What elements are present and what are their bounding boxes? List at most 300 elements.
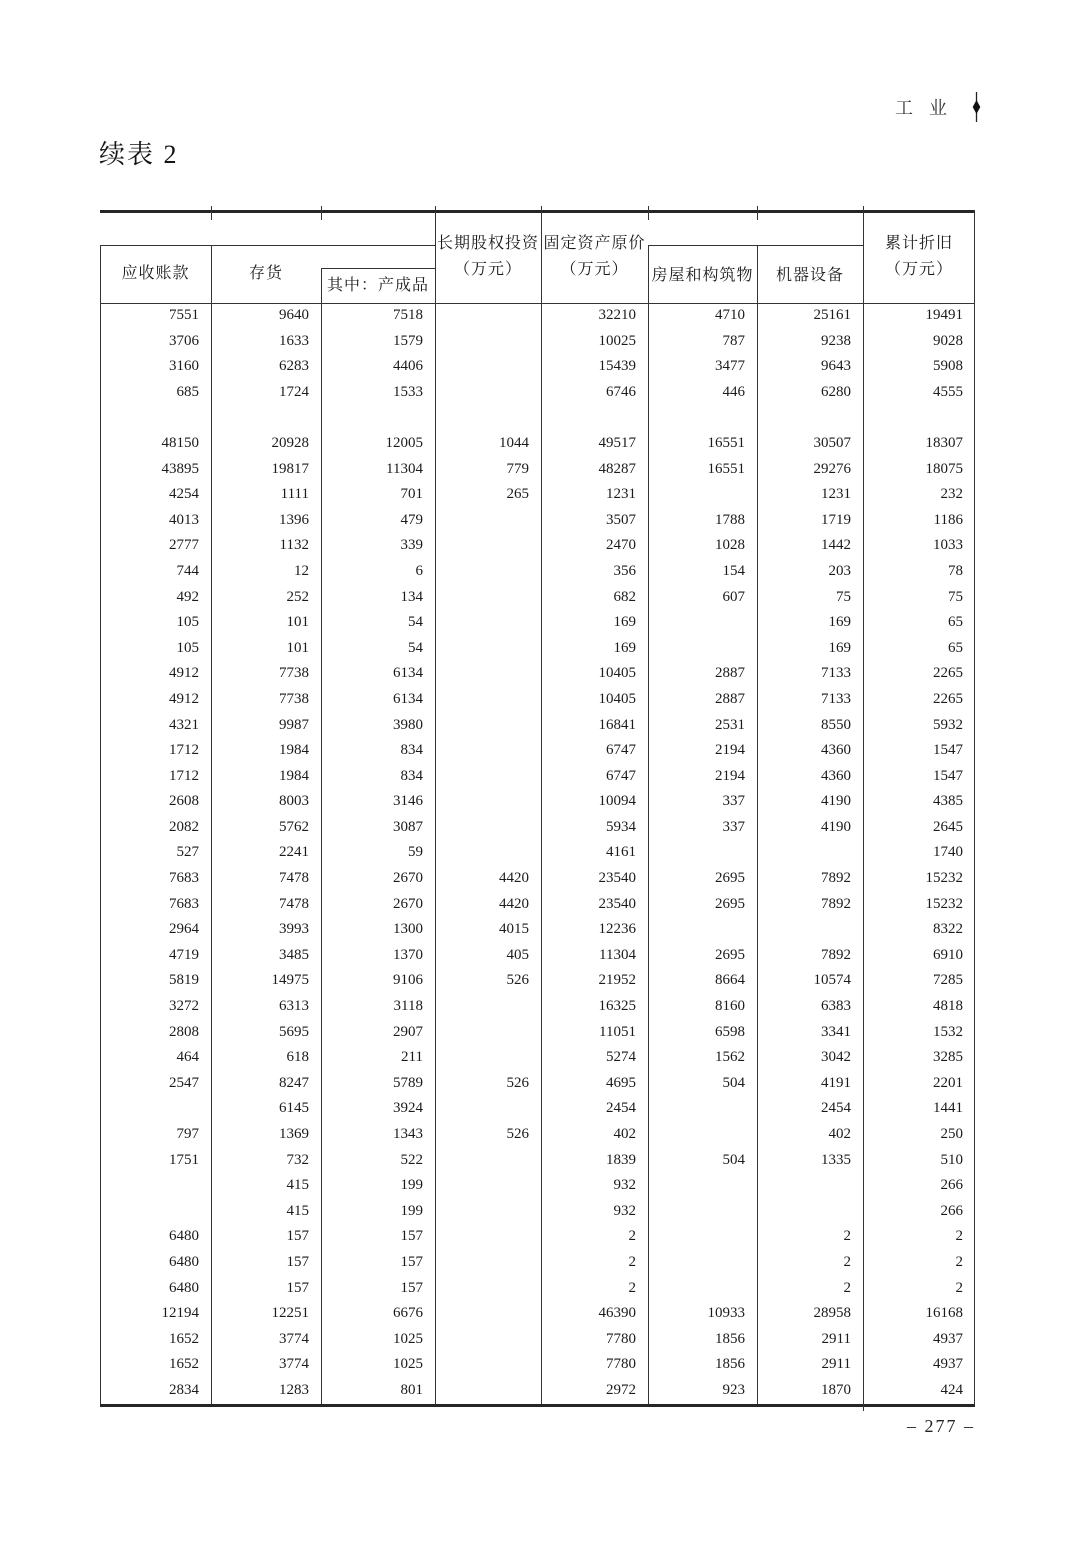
- table-cell: 18307: [925, 434, 963, 451]
- table-cell: 43895: [161, 460, 199, 477]
- table-cell: 607: [722, 588, 745, 605]
- table-row: [100, 559, 975, 585]
- table-cell: [757, 1173, 863, 1199]
- table-cell: 3285: [933, 1049, 963, 1066]
- table-cell: [435, 1276, 541, 1302]
- table-cell: 4710: [715, 307, 745, 323]
- table-cell: 20928: [271, 434, 309, 451]
- table-cell: 15439: [598, 358, 636, 375]
- table-cell: 4360: [821, 767, 851, 784]
- table-cell: 9643: [821, 358, 851, 375]
- column-header-unit: （万元）: [884, 260, 953, 278]
- table-cell: 504: [722, 1151, 745, 1168]
- table-cell: 7133: [821, 665, 851, 682]
- table-cell: 7892: [821, 870, 851, 887]
- table-cell: 4190: [821, 793, 851, 810]
- table-cell: 2454: [821, 1100, 851, 1117]
- table-cell: 7133: [821, 690, 851, 707]
- table-body: [100, 303, 975, 1404]
- table-cell: [435, 636, 541, 662]
- table-cell: 30507: [813, 434, 851, 451]
- column-header-label: 固定资产原价: [543, 234, 646, 252]
- table-cell: 5819: [169, 972, 199, 989]
- table-cell: [648, 1276, 757, 1302]
- table-row: [100, 1352, 975, 1378]
- column-header-label: 累计折旧: [884, 234, 953, 252]
- table-cell: 446: [722, 383, 745, 400]
- table-cell: 21952: [598, 972, 636, 989]
- table-cell: 1712: [169, 767, 199, 784]
- table-cell: 1547: [933, 767, 963, 784]
- table-cell: 787: [722, 332, 745, 349]
- table-cell: 1751: [169, 1151, 199, 1168]
- table-cell: 1370: [393, 946, 423, 963]
- page-title: 续表 2: [99, 140, 179, 169]
- table-cell: 3146: [393, 793, 423, 810]
- table-cell: 932: [613, 1202, 636, 1219]
- table-cell: 54: [408, 639, 423, 656]
- table-cell: 54: [408, 614, 423, 631]
- table-row: [100, 1378, 975, 1404]
- table-cell: 7738: [279, 665, 309, 682]
- table-cell: 744: [176, 562, 199, 579]
- table-cell: 402: [613, 1126, 636, 1142]
- table-row: [100, 789, 975, 815]
- table-cell: [435, 1378, 541, 1404]
- table-cell: 1724: [279, 383, 309, 400]
- table-row: [100, 482, 975, 508]
- table-cell: 4420: [499, 870, 529, 887]
- table-cell: 75: [948, 588, 963, 605]
- table-row: [100, 713, 975, 739]
- table-row: [100, 610, 975, 636]
- table-cell: 2: [955, 1253, 963, 1270]
- table-cell: 78: [948, 562, 963, 579]
- table-cell: 2887: [715, 690, 745, 707]
- table-cell: 2531: [715, 716, 745, 733]
- table-cell: [648, 405, 757, 431]
- table-cell: 3774: [279, 1330, 309, 1347]
- table-cell: 6383: [821, 998, 851, 1015]
- table-row: [100, 405, 975, 431]
- table-cell: 75: [836, 588, 851, 605]
- table-cell: 7478: [279, 870, 309, 887]
- table-cell: 6598: [715, 1023, 745, 1040]
- table-cell: 12005: [385, 434, 423, 451]
- table-cell: [435, 329, 541, 355]
- table-cell: 199: [400, 1202, 423, 1219]
- table-cell: 2834: [169, 1381, 199, 1398]
- table-cell: 19491: [925, 307, 963, 323]
- table-cell: 2907: [393, 1023, 423, 1040]
- table-cell: [648, 1199, 757, 1225]
- table-cell: 169: [613, 639, 636, 656]
- table-row: [100, 636, 975, 662]
- table-cell: [435, 585, 541, 611]
- table-cell: 9028: [933, 332, 963, 349]
- table-cell: 9238: [821, 332, 851, 349]
- column-header-label: 机器设备: [775, 267, 844, 284]
- table-cell: 6283: [279, 358, 309, 375]
- table-cell: 4190: [821, 818, 851, 835]
- table-cell: [648, 1250, 757, 1276]
- table-cell: 6746: [606, 383, 636, 400]
- column-header-label: 存货: [248, 265, 283, 282]
- table-cell: 2: [628, 1279, 636, 1296]
- table-cell: 25161: [813, 307, 851, 323]
- column-header-finished-goods: [321, 268, 435, 303]
- table-cell: [435, 687, 541, 713]
- table-cell: 7780: [606, 1330, 636, 1347]
- table-cell: 1788: [715, 511, 745, 528]
- table-cell: 4321: [169, 716, 199, 733]
- table-row: [100, 815, 975, 841]
- table-cell: 504: [722, 1074, 745, 1091]
- column-header-accumulated-depreciation: [863, 210, 975, 303]
- table-cell: [435, 1148, 541, 1174]
- table-cell: 2777: [169, 537, 199, 554]
- table-cell: 2645: [933, 818, 963, 835]
- table-cell: 48287: [598, 460, 636, 477]
- table-row: [100, 457, 975, 483]
- table-cell: 6480: [169, 1279, 199, 1296]
- table-cell: 1579: [393, 332, 423, 349]
- data-table: [100, 210, 975, 1420]
- table-cell: 2547: [169, 1074, 199, 1091]
- table-cell: 7285: [933, 972, 963, 989]
- column-header-label: 其中：产成品: [326, 276, 429, 294]
- table-cell: 527: [176, 844, 199, 861]
- table-cell: 2670: [393, 870, 423, 887]
- table-row: [100, 354, 975, 380]
- table-cell: [435, 303, 541, 329]
- table-cell: [435, 559, 541, 585]
- table-cell: 7738: [279, 690, 309, 707]
- table-cell: 134: [400, 588, 423, 605]
- table-cell: 3477: [715, 358, 745, 375]
- table-cell: 23540: [598, 870, 636, 887]
- table-cell: 1369: [279, 1126, 309, 1142]
- table-cell: [100, 1199, 211, 1225]
- column-header-inventory: [211, 245, 321, 303]
- table-cell: 3993: [279, 921, 309, 938]
- table-cell: 157: [286, 1253, 309, 1270]
- table-row: [100, 585, 975, 611]
- table-cell: 5695: [279, 1023, 309, 1040]
- table-cell: 2887: [715, 665, 745, 682]
- table-row: [100, 1199, 975, 1225]
- table-cell: 1186: [933, 511, 963, 528]
- table-row: [100, 1224, 975, 1250]
- table-cell: 7780: [606, 1356, 636, 1373]
- table-cell: 9106: [393, 972, 423, 989]
- table-row: [100, 687, 975, 713]
- table-cell: [757, 840, 863, 866]
- table-cell: 6: [415, 562, 423, 579]
- table-row: [100, 1301, 975, 1327]
- table-row: [100, 329, 975, 355]
- table-cell: [757, 1199, 863, 1225]
- table-cell: 11304: [599, 946, 636, 963]
- table-cell: 415: [286, 1177, 309, 1194]
- column-header-buildings-structures: [648, 249, 757, 303]
- table-cell: 526: [506, 972, 529, 989]
- table-cell: [435, 1224, 541, 1250]
- table-cell: 1984: [279, 767, 309, 784]
- table-cell: 1396: [279, 511, 309, 528]
- table-cell: 12194: [161, 1305, 199, 1322]
- table-row: [100, 943, 975, 969]
- table-cell: 1111: [280, 486, 309, 503]
- table-cell: 6134: [393, 665, 423, 682]
- column-header-machinery-equipment: [757, 249, 863, 303]
- grid-line: [757, 206, 758, 220]
- table-cell: [435, 533, 541, 559]
- table-cell: 211: [401, 1049, 423, 1066]
- table-cell: 6134: [393, 690, 423, 707]
- table-cell: 6313: [279, 998, 309, 1015]
- table-row: [100, 1096, 975, 1122]
- column-header-label: 应收账款: [121, 265, 190, 282]
- table-cell: 203: [828, 562, 851, 579]
- table-cell: 834: [400, 742, 423, 759]
- column-header-accounts-receivable: [100, 245, 211, 303]
- table-cell: 6747: [606, 742, 636, 759]
- table-cell: 6480: [169, 1228, 199, 1245]
- table-cell: [648, 482, 757, 508]
- table-cell: 32210: [598, 307, 636, 323]
- table-row: [100, 1250, 975, 1276]
- table-cell: 10025: [598, 332, 636, 349]
- table-cell: 266: [940, 1177, 963, 1194]
- column-header-label: 长期股权投资: [436, 234, 539, 252]
- table-cell: 18075: [925, 460, 963, 477]
- table-cell: 2670: [393, 895, 423, 912]
- table-cell: 3160: [169, 358, 199, 375]
- table-cell: 4013: [169, 511, 199, 528]
- table-cell: 8247: [279, 1074, 309, 1091]
- table-row: [100, 1173, 975, 1199]
- table-cell: 6280: [821, 383, 851, 400]
- table-cell: 2082: [169, 818, 199, 835]
- chapter-marker-icon: [971, 92, 982, 122]
- table-cell: 7683: [169, 870, 199, 887]
- table-cell: 4406: [393, 358, 423, 375]
- table-cell: 4191: [821, 1074, 851, 1091]
- table-row: [100, 764, 975, 790]
- table-cell: 5789: [393, 1074, 423, 1091]
- table-cell: 5908: [933, 358, 963, 375]
- column-header-unit: （万元）: [560, 260, 629, 278]
- table-cell: 11051: [599, 1023, 636, 1040]
- table-cell: 46390: [598, 1305, 636, 1322]
- table-cell: 105: [176, 639, 199, 656]
- table-cell: 2194: [715, 767, 745, 784]
- table-cell: [435, 508, 541, 534]
- table-cell: 337: [722, 793, 745, 810]
- table-cell: [435, 738, 541, 764]
- table-row: [100, 1276, 975, 1302]
- table-row: [100, 1122, 975, 1148]
- table-cell: [648, 840, 757, 866]
- table-cell: [100, 405, 211, 431]
- table-cell: 2911: [821, 1356, 851, 1373]
- table-cell: 2964: [169, 921, 199, 938]
- table-cell: [648, 610, 757, 636]
- table-cell: 9640: [279, 307, 309, 323]
- table-cell: 2265: [933, 665, 963, 682]
- table-cell: [435, 1096, 541, 1122]
- table-cell: 154: [722, 562, 745, 579]
- table-cell: 4015: [499, 921, 529, 938]
- table-cell: 169: [613, 614, 636, 631]
- table-cell: 6145: [279, 1100, 309, 1117]
- table-cell: 6676: [393, 1305, 423, 1322]
- column-header-longterm-equity-investment: [435, 210, 541, 303]
- table-cell: 65: [948, 639, 963, 656]
- table-cell: 1984: [279, 742, 309, 759]
- table-cell: [435, 1301, 541, 1327]
- table-cell: 16168: [925, 1305, 963, 1322]
- table-row: [100, 738, 975, 764]
- table-cell: 3924: [393, 1100, 423, 1117]
- table-cell: 1335: [821, 1151, 851, 1168]
- table-cell: 7551: [169, 307, 199, 323]
- table-row: [100, 1071, 975, 1097]
- chapter-label: 工业: [895, 98, 963, 118]
- table-cell: 2: [843, 1253, 851, 1270]
- table-cell: [435, 380, 541, 406]
- table-row: [100, 508, 975, 534]
- table-row: [100, 1020, 975, 1046]
- table-cell: 2201: [933, 1074, 963, 1091]
- table-cell: 157: [286, 1279, 309, 1296]
- table-cell: 618: [286, 1049, 309, 1066]
- table-cell: [648, 917, 757, 943]
- table-cell: 923: [722, 1381, 745, 1398]
- table-cell: 356: [613, 562, 636, 579]
- table-cell: 1025: [393, 1330, 423, 1347]
- table-cell: 1533: [393, 383, 423, 400]
- table-row: [100, 380, 975, 406]
- table-cell: [435, 1250, 541, 1276]
- table-cell: 405: [506, 946, 529, 963]
- table-cell: 1441: [933, 1100, 963, 1117]
- table-cell: 7478: [279, 895, 309, 912]
- table-row: [100, 968, 975, 994]
- table-cell: [648, 1096, 757, 1122]
- table-cell: [435, 405, 541, 431]
- table-cell: 59: [408, 844, 423, 861]
- table-cell: 424: [940, 1381, 963, 1398]
- table-cell: 1562: [715, 1049, 745, 1066]
- table-bottom-border: [100, 1404, 975, 1407]
- table-cell: 682: [613, 588, 636, 605]
- table-cell: 2695: [715, 895, 745, 912]
- table-cell: 169: [828, 639, 851, 656]
- table-cell: [435, 994, 541, 1020]
- table-cell: 29276: [813, 460, 851, 477]
- table-cell: 12: [294, 562, 309, 579]
- table-cell: 5274: [606, 1049, 636, 1066]
- table-cell: 1044: [499, 434, 529, 451]
- table-cell: 779: [506, 460, 529, 477]
- table-cell: 5932: [933, 716, 963, 733]
- table-cell: 526: [506, 1126, 529, 1142]
- table-cell: 16551: [707, 460, 745, 477]
- table-cell: 8550: [821, 716, 851, 733]
- table-cell: [648, 636, 757, 662]
- table-cell: 252: [286, 588, 309, 605]
- table-cell: 3980: [393, 716, 423, 733]
- table-cell: 6910: [933, 946, 963, 963]
- table-cell: [435, 789, 541, 815]
- table-cell: 4420: [499, 895, 529, 912]
- table-cell: 2: [955, 1228, 963, 1245]
- table-cell: [321, 405, 435, 431]
- table-cell: 232: [940, 486, 963, 503]
- table-cell: 15232: [925, 895, 963, 912]
- table-cell: 2241: [279, 844, 309, 861]
- table-row: [100, 917, 975, 943]
- table-cell: 1839: [606, 1151, 636, 1168]
- table-cell: 7683: [169, 895, 199, 912]
- table-cell: 2808: [169, 1023, 199, 1040]
- table-cell: 2695: [715, 870, 745, 887]
- table-cell: 4161: [606, 844, 636, 861]
- table-cell: 2: [628, 1253, 636, 1270]
- table-cell: 101: [286, 614, 309, 631]
- column-header-unit: （万元）: [453, 260, 522, 278]
- table-cell: 834: [400, 767, 423, 784]
- table-cell: 3706: [169, 332, 199, 349]
- table-cell: 250: [940, 1126, 963, 1142]
- table-cell: 157: [400, 1279, 423, 1296]
- table-cell: 8003: [279, 793, 309, 810]
- table-cell: 157: [286, 1228, 309, 1245]
- table-cell: 1231: [606, 486, 636, 503]
- table-cell: 8322: [933, 921, 963, 938]
- table-cell: 49517: [598, 434, 636, 451]
- table-cell: 1652: [169, 1356, 199, 1373]
- table-cell: 522: [400, 1151, 423, 1168]
- table-cell: 1132: [279, 537, 309, 554]
- table-cell: 4360: [821, 742, 851, 759]
- grid-line: [321, 206, 322, 220]
- table-cell: 1856: [715, 1330, 745, 1347]
- table-cell: 4818: [933, 998, 963, 1015]
- table-cell: 2194: [715, 742, 745, 759]
- table-cell: 12236: [598, 921, 636, 938]
- table-cell: 1740: [933, 844, 963, 861]
- page-number: – 277 –: [907, 1416, 975, 1436]
- table-cell: 3774: [279, 1356, 309, 1373]
- table-cell: 7518: [393, 307, 423, 323]
- table-cell: [211, 405, 321, 431]
- grid-line: [648, 245, 863, 246]
- table-cell: 16841: [598, 716, 636, 733]
- table-cell: 4912: [169, 690, 199, 707]
- table-cell: [435, 1020, 541, 1046]
- table-row: [100, 303, 975, 329]
- table-cell: 4254: [169, 486, 199, 503]
- table-cell: 402: [828, 1126, 851, 1142]
- table-cell: 12251: [271, 1305, 309, 1322]
- table-row: [100, 892, 975, 918]
- table-cell: 48150: [161, 434, 199, 451]
- table-cell: 3042: [821, 1049, 851, 1066]
- table-cell: 2695: [715, 946, 745, 963]
